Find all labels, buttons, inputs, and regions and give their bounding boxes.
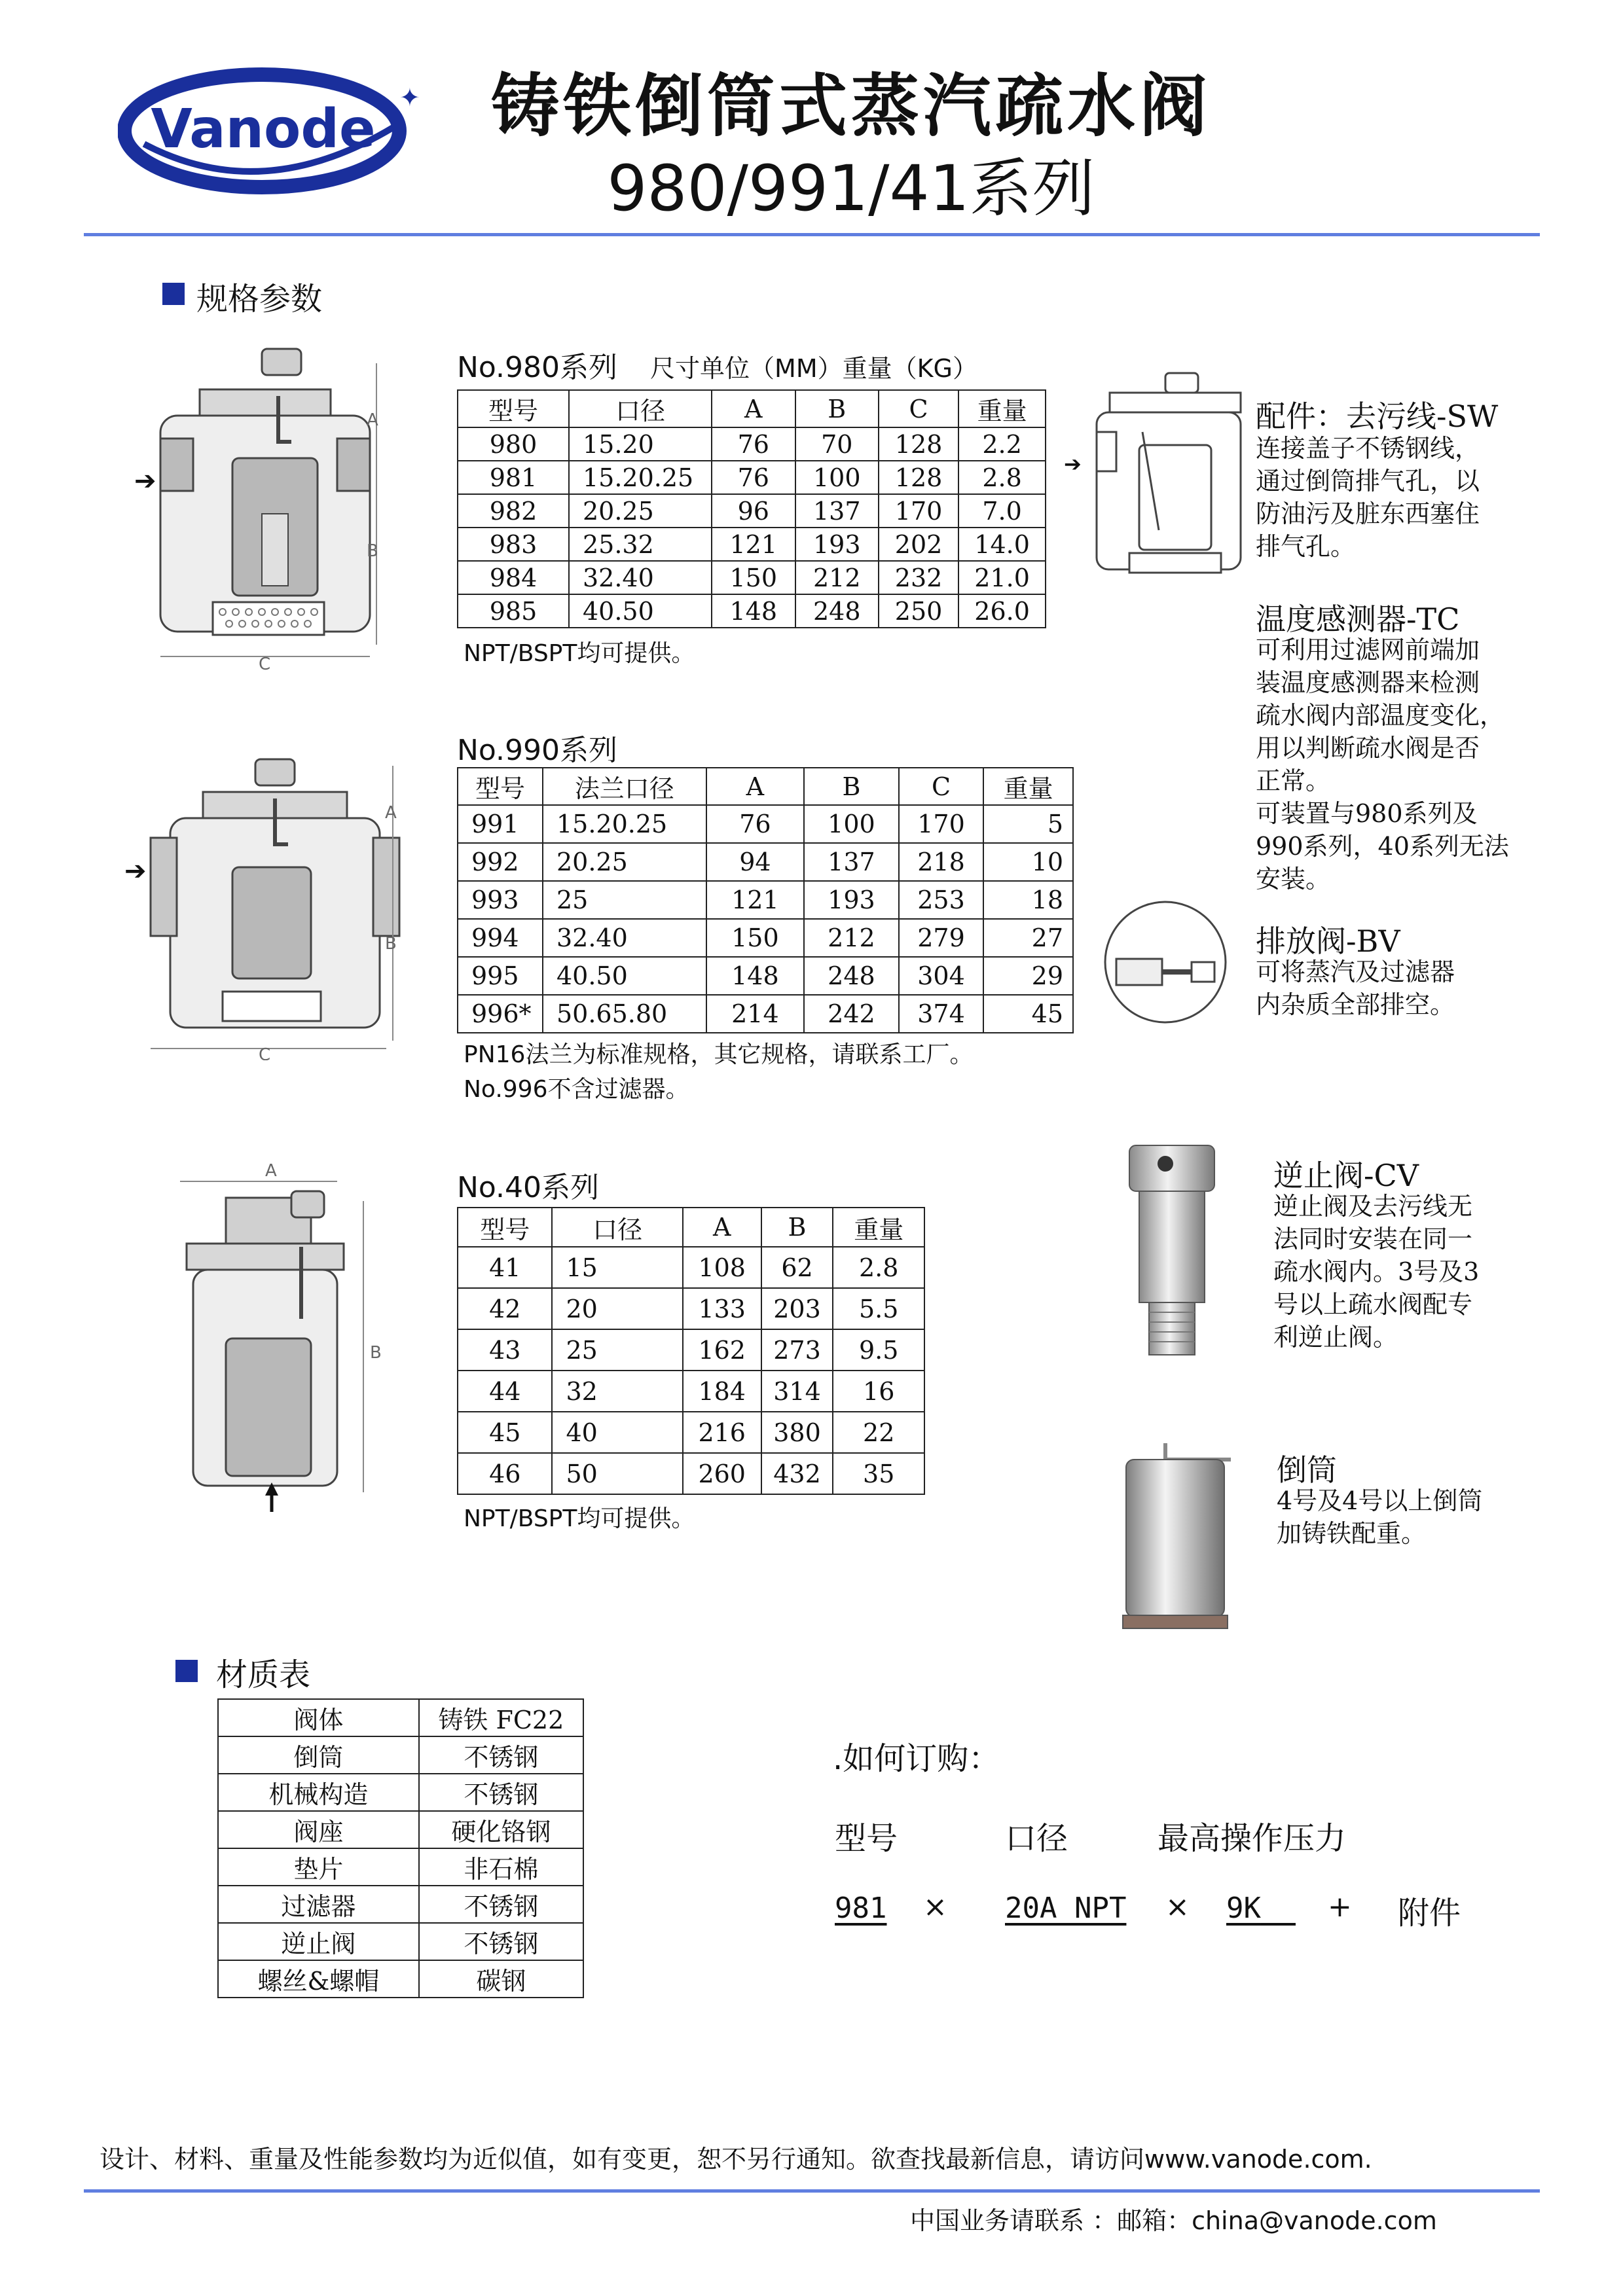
table-cell: 2.8 — [833, 1247, 924, 1288]
materials-table — [217, 1698, 584, 1998]
svg-text:B: B — [367, 541, 378, 561]
table-row — [218, 1699, 583, 1736]
table-980-title: No.980系列 尺寸单位（MM）重量（KG） — [457, 351, 977, 384]
table-cell: 32.40 — [569, 561, 712, 594]
table-cell: 22 — [833, 1412, 924, 1453]
table-cell: 121 — [712, 528, 795, 561]
table-row — [458, 1288, 924, 1329]
svg-text:A: A — [367, 410, 378, 430]
table-cell: 148 — [706, 957, 804, 995]
column-header: 重量 — [958, 390, 1046, 427]
table-cell: 314 — [761, 1371, 833, 1412]
section-marker — [162, 283, 185, 305]
table-990 — [457, 767, 1074, 1033]
table-cell: 40.50 — [543, 957, 706, 995]
order-model-value: 981 — [835, 1892, 887, 1925]
table-cell: 9.5 — [833, 1329, 924, 1371]
table-cell: 170 — [899, 805, 984, 843]
table-cell: 25 — [543, 881, 706, 919]
table-cell: 45 — [458, 1412, 552, 1453]
table-row — [458, 1247, 924, 1288]
table-cell: 非石棉 — [419, 1848, 583, 1886]
table-cell: 992 — [458, 843, 543, 881]
order-label-model: 型号 — [835, 1820, 898, 1857]
column-header: 重量 — [833, 1208, 924, 1247]
table-cell: 铸铁 FC22 — [419, 1699, 583, 1736]
table-cell: 995 — [458, 957, 543, 995]
footer-divider — [84, 2189, 1540, 2193]
table-cell: 硬化铬钢 — [419, 1811, 583, 1848]
column-header: 法兰口径 — [543, 768, 706, 805]
table-cell: 76 — [712, 461, 795, 494]
table-cell: 170 — [879, 494, 958, 528]
accessory-tc-text: 可利用过滤网前端加 装温度感测器来检测 疏水阀内部温度变化， 用以判断疏水阀是否 正常。 可装置与980系列及 990系列，40系列无法 安装。 — [1256, 636, 1509, 893]
multiply-icon: × — [923, 1890, 947, 1924]
table-cell: 273 — [761, 1329, 833, 1371]
table-row — [458, 957, 1073, 995]
order-size-value: 20A NPT — [1005, 1892, 1127, 1925]
table-cell: 螺丝&螺帽 — [218, 1960, 419, 1998]
table-cell: 121 — [706, 881, 804, 919]
table-cell: 70 — [795, 427, 879, 461]
table-row — [458, 427, 1046, 461]
table-cell: 137 — [795, 494, 879, 528]
table-row — [458, 528, 1046, 561]
table-cell: 7.0 — [958, 494, 1046, 528]
table-cell: 216 — [683, 1412, 761, 1453]
table-row — [458, 494, 1046, 528]
table-cell: 阀体 — [218, 1699, 419, 1736]
table-cell: 994 — [458, 919, 543, 957]
table-cell: 45 — [983, 995, 1073, 1033]
section-marker — [175, 1660, 198, 1682]
drawing-40 — [167, 1162, 403, 1528]
table-cell: 193 — [795, 528, 879, 561]
inlet-arrow-icon: ➔ — [134, 466, 156, 496]
table-cell: 248 — [795, 594, 879, 628]
page-title: 铸铁倒筒式蒸汽疏水阀 — [490, 66, 1211, 146]
table-row — [458, 919, 1073, 957]
table-cell: 35 — [833, 1453, 924, 1494]
column-header: A — [712, 390, 795, 427]
table-cell: 过滤器 — [218, 1886, 419, 1923]
table-cell: 203 — [761, 1288, 833, 1329]
table-cell: 32 — [552, 1371, 682, 1412]
column-header: C — [899, 768, 984, 805]
table-cell: 218 — [899, 843, 984, 881]
svg-text:✦: ✦ — [399, 83, 419, 112]
table-row — [218, 1736, 583, 1774]
table-cell: 27 — [983, 919, 1073, 957]
order-accessory: 附件 — [1398, 1895, 1461, 1931]
table-40 — [457, 1207, 925, 1495]
table-row — [458, 805, 1073, 843]
drawing-990 — [131, 753, 406, 1060]
table-cell: 94 — [706, 843, 804, 881]
column-header: 型号 — [458, 768, 543, 805]
inlet-arrow-icon: ➔ — [124, 856, 147, 886]
column-header: B — [795, 390, 879, 427]
accessory-tc-title: 温度感测器-TC — [1256, 601, 1460, 637]
table-cell: 44 — [458, 1371, 552, 1412]
order-label-pressure: 最高操作压力 — [1158, 1820, 1347, 1857]
table-980 — [457, 389, 1046, 628]
header-divider — [84, 233, 1540, 236]
drawing-bv-accessory — [1087, 897, 1244, 1028]
table-cell: 29 — [983, 957, 1073, 995]
column-header: A — [706, 768, 804, 805]
table-cell: 不锈钢 — [419, 1774, 583, 1811]
table-40-note: NPT/BSPT均可提供。 — [464, 1505, 695, 1532]
table-cell: 148 — [712, 594, 795, 628]
accessory-sw-title: 配件：去污线-SW — [1256, 399, 1499, 434]
table-cell: 25 — [552, 1329, 682, 1371]
table-cell: 20.25 — [543, 843, 706, 881]
table-cell: 40.50 — [569, 594, 712, 628]
table-row — [218, 1960, 583, 1998]
table-cell: 380 — [761, 1412, 833, 1453]
column-header: B — [761, 1208, 833, 1247]
table-cell: 32.40 — [543, 919, 706, 957]
table-cell: 机械构造 — [218, 1774, 419, 1811]
table-cell: 150 — [706, 919, 804, 957]
plus-icon: + — [1328, 1890, 1352, 1924]
table-row — [218, 1923, 583, 1960]
footer-disclaimer: 设计、材料、重量及性能参数均为近似值，如有变更，恕不另行通知。欲查找最新信息，请访问www.vanode.com. — [100, 2145, 1372, 2174]
table-cell: 不锈钢 — [419, 1736, 583, 1774]
table-row — [218, 1811, 583, 1848]
column-header: 口径 — [552, 1208, 682, 1247]
table-cell: 垫片 — [218, 1848, 419, 1886]
accessory-cv-title: 逆止阀-CV — [1273, 1158, 1419, 1193]
table-cell: 2.2 — [958, 427, 1046, 461]
table-row — [218, 1886, 583, 1923]
table-cell: 16 — [833, 1371, 924, 1412]
table-cell: 374 — [899, 995, 984, 1033]
drawing-sw-accessory — [1074, 367, 1250, 596]
table-cell: 984 — [458, 561, 569, 594]
column-header: C — [879, 390, 958, 427]
table-cell: 不锈钢 — [419, 1886, 583, 1923]
table-cell: 100 — [804, 805, 899, 843]
table-row — [218, 1774, 583, 1811]
order-label-size: 口径 — [1005, 1820, 1068, 1857]
table-cell: 304 — [899, 957, 984, 995]
table-cell: 432 — [761, 1453, 833, 1494]
table-cell: 242 — [804, 995, 899, 1033]
table-cell: 15.20.25 — [569, 461, 712, 494]
table-row — [458, 1453, 924, 1494]
table-cell: 980 — [458, 427, 569, 461]
table-cell: 253 — [899, 881, 984, 919]
table-990-title: No.990系列 — [457, 734, 618, 767]
page-subtitle: 980/991/41系列 — [607, 152, 1095, 225]
table-cell: 993 — [458, 881, 543, 919]
inlet-arrow-icon: ➔ — [1064, 452, 1082, 476]
table-cell: 260 — [683, 1453, 761, 1494]
logo — [118, 65, 419, 196]
table-cell: 15.20 — [569, 427, 712, 461]
table-cell: 15.20.25 — [543, 805, 706, 843]
table-row — [458, 561, 1046, 594]
table-cell: 214 — [706, 995, 804, 1033]
table-cell: 43 — [458, 1329, 552, 1371]
table-cell: 10 — [983, 843, 1073, 881]
table-cell: 279 — [899, 919, 984, 957]
table-cell: 212 — [795, 561, 879, 594]
table-row — [458, 1412, 924, 1453]
table-row — [458, 594, 1046, 628]
table-cell: 137 — [804, 843, 899, 881]
footer-contact: 中国业务请联系 ：邮箱：china@vanode.com — [910, 2206, 1437, 2235]
svg-text:B: B — [385, 934, 397, 954]
table-cell: 50.65.80 — [543, 995, 706, 1033]
section-title-specs: 规格参数 — [196, 281, 323, 317]
table-cell: 阀座 — [218, 1811, 419, 1848]
accessory-cv-text: 逆止阀及去污线无 法同时安装在同一 疏水阀内。3号及3 号以上疏水阀配专 利逆止阀。 — [1273, 1192, 1480, 1352]
table-cell: 21.0 — [958, 561, 1046, 594]
table-cell: 150 — [712, 561, 795, 594]
table-cell: 76 — [712, 427, 795, 461]
table-row — [458, 1329, 924, 1371]
table-cell: 232 — [879, 561, 958, 594]
table-cell: 5.5 — [833, 1288, 924, 1329]
table-cell: 250 — [879, 594, 958, 628]
table-cell: 128 — [879, 427, 958, 461]
accessory-sw-text: 连接盖子不锈钢线， 通过倒筒排气孔，以 防油污及脏东西塞住 排气孔。 — [1256, 434, 1480, 561]
table-cell: 逆止阀 — [218, 1923, 419, 1960]
table-cell: 26.0 — [958, 594, 1046, 628]
table-cell: 128 — [879, 461, 958, 494]
table-cell: 50 — [552, 1453, 682, 1494]
accessory-bucket-title: 倒筒 — [1277, 1452, 1337, 1488]
table-990-note-2: No.996不含过滤器。 — [464, 1076, 689, 1103]
table-header-row — [458, 1208, 924, 1247]
table-cell: 202 — [879, 528, 958, 561]
svg-text:C: C — [259, 655, 271, 671]
svg-text:C: C — [259, 1045, 271, 1060]
table-row — [458, 881, 1073, 919]
accessory-bv-title: 排放阀-BV — [1256, 924, 1400, 959]
section-title-materials: 材质表 — [216, 1657, 311, 1693]
table-cell: 100 — [795, 461, 879, 494]
accessory-bucket-text: 4号及4号以上倒筒 加铸铁配重。 — [1277, 1486, 1483, 1548]
logo-text: Vanode — [151, 98, 376, 160]
table-row — [458, 1371, 924, 1412]
table-cell: 184 — [683, 1371, 761, 1412]
table-row — [458, 843, 1073, 881]
table-cell: 14.0 — [958, 528, 1046, 561]
table-cell: 76 — [706, 805, 804, 843]
table-cell: 248 — [804, 957, 899, 995]
table-row — [458, 461, 1046, 494]
table-cell: 25.32 — [569, 528, 712, 561]
accessory-bv-text: 可将蒸汽及过滤器 内杂质全部排空。 — [1256, 958, 1455, 1019]
table-cell: 41 — [458, 1247, 552, 1288]
check-valve-image — [1126, 1139, 1218, 1361]
table-cell: 212 — [804, 919, 899, 957]
column-header: B — [804, 768, 899, 805]
column-header: A — [683, 1208, 761, 1247]
table-cell: 2.8 — [958, 461, 1046, 494]
table-cell: 991 — [458, 805, 543, 843]
table-cell: 15 — [552, 1247, 682, 1288]
table-cell: 42 — [458, 1288, 552, 1329]
table-row — [458, 995, 1073, 1033]
table-980-note: NPT/BSPT均可提供。 — [464, 640, 695, 667]
table-cell: 倒筒 — [218, 1736, 419, 1774]
table-cell: 40 — [552, 1412, 682, 1453]
column-header: 口径 — [569, 390, 712, 427]
table-row — [218, 1848, 583, 1886]
column-header: 型号 — [458, 1208, 552, 1247]
table-cell: 985 — [458, 594, 569, 628]
order-title: .如何订购： — [833, 1740, 1000, 1777]
svg-text:A: A — [265, 1162, 277, 1181]
svg-text:A: A — [385, 803, 397, 823]
table-cell: 5 — [983, 805, 1073, 843]
order-pressure-value: 9K — [1226, 1892, 1261, 1925]
column-header: 型号 — [458, 390, 569, 427]
table-cell: 62 — [761, 1247, 833, 1288]
table-cell: 96 — [712, 494, 795, 528]
table-header-row — [458, 390, 1046, 427]
table-cell: 981 — [458, 461, 569, 494]
table-cell: 133 — [683, 1288, 761, 1329]
column-header: 重量 — [983, 768, 1073, 805]
table-cell: 20.25 — [569, 494, 712, 528]
table-header-row — [458, 768, 1073, 805]
inverted-bucket-image — [1113, 1433, 1237, 1636]
table-cell: 162 — [683, 1329, 761, 1371]
table-cell: 46 — [458, 1453, 552, 1494]
table-cell: 不锈钢 — [419, 1923, 583, 1960]
svg-text:B: B — [370, 1343, 382, 1363]
multiply-icon: × — [1165, 1890, 1190, 1924]
table-cell: 193 — [804, 881, 899, 919]
table-40-title: No.40系列 — [457, 1171, 600, 1204]
table-cell: 18 — [983, 881, 1073, 919]
table-cell: 996* — [458, 995, 543, 1033]
table-990-note-1: PN16法兰为标准规格，其它规格，请联系工厂。 — [464, 1041, 974, 1068]
table-cell: 983 — [458, 528, 569, 561]
table-cell: 108 — [683, 1247, 761, 1288]
drawing-980 — [141, 344, 390, 671]
table-cell: 碳钢 — [419, 1960, 583, 1998]
table-cell: 982 — [458, 494, 569, 528]
table-cell: 20 — [552, 1288, 682, 1329]
